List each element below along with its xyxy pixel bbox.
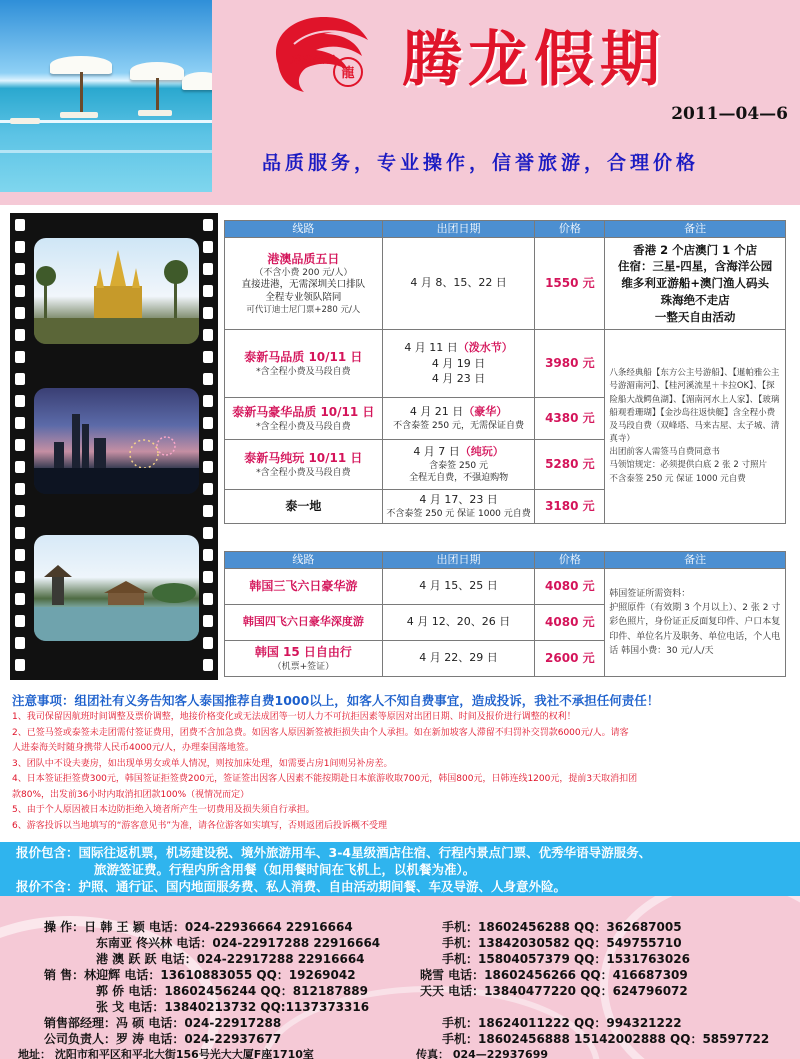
temple-photo — [34, 238, 199, 344]
film-sprocket — [203, 461, 213, 473]
departure-dates: 4 月 8、15、22 日 — [382, 238, 535, 330]
contact-right: 天天 电话：13840477220 QQ：624796072 — [420, 984, 688, 998]
price: 3180 元 — [535, 490, 605, 524]
logo-badge-text: 腾龍假期 — [290, 55, 334, 66]
header-date: 出团日期 — [382, 552, 535, 569]
contact-right: 手机：18602456888 15142002888 QQ：58597722 — [442, 1032, 770, 1046]
film-strip — [10, 213, 218, 680]
notice-item: 3、团队中不设夫妻房，如出现单男女或单人情况，则按加床处理，如需要占房1间则另补房差。 — [12, 758, 393, 769]
departure-dates: 4 月 15、25 日 — [382, 569, 535, 605]
route-name: 韩国三飞六日豪华游 — [225, 569, 383, 605]
contact-right: 手机：15804057379 QQ：1531763026 — [442, 952, 690, 966]
film-sprocket — [15, 571, 25, 583]
contact-left: 销 售：林迎辉 电话：13610883055 QQ：19269042 — [44, 968, 356, 982]
contacts-section — [0, 896, 800, 1059]
film-sprocket — [15, 527, 25, 539]
remark-line: 香港 2 个店澳门 1 个店 — [633, 242, 758, 257]
route-name: 韩国四飞六日豪华深度游 — [225, 605, 383, 641]
film-sprocket — [15, 263, 25, 275]
remark-line: 维多利亚游船+澳门渔人码头 — [621, 276, 769, 291]
route-note: 可代订迪士尼门票+280 元/人 — [246, 304, 361, 315]
film-sprocket — [203, 659, 213, 671]
notice-item: 5、由于个人原因被日本边防拒绝入境者所产生一切费用及损失须自行承担。 — [12, 805, 315, 815]
route-name: 泰新马品质 10/11 日 — [244, 350, 363, 365]
film-sprocket — [15, 307, 25, 319]
departure-dates: 4 月 17、23 日 — [419, 493, 498, 506]
film-sprocket — [15, 373, 25, 385]
film-sprocket — [203, 527, 213, 539]
table-row — [225, 238, 786, 330]
film-sprocket — [203, 285, 213, 297]
remark-sea — [605, 330, 786, 524]
price: 4380 元 — [535, 398, 605, 440]
route-note: 全程专业领队陪同 — [265, 291, 342, 303]
film-sprocket — [15, 439, 25, 451]
remark-korea — [605, 569, 786, 677]
contact-left: 东南亚 佟兴林 电话：024-22917288 22916664 — [96, 936, 381, 950]
notices-title: 注意事项：组团社有义务告知客人泰国推荐自费1000以上，如客人不知自费事宜，造成投诉，我社不承担任何责任！ — [12, 693, 660, 708]
includes-line: 报价包含：国际往返机票，机场建设税、境外旅游用车、3-4星级酒店住宿、行程内景点门票、优秀华语导游服务、 — [16, 845, 652, 860]
remark-line: 不含泰签 250 元 保证 1000 元自费 — [609, 473, 746, 484]
fax: 传真： 024—22937699 — [416, 1048, 549, 1059]
film-sprocket — [203, 637, 213, 649]
price: 5280 元 — [535, 440, 605, 490]
header-route: 线路 — [225, 221, 383, 238]
header-remark: 备注 — [605, 221, 786, 238]
departure-date: 4 月 7 日 — [413, 444, 460, 458]
remark-line: 八条经典船【东方公主号游船】、【暹帕雅公主号游湄南河】、【桂河溪流星＋卡拉OK】、【探险船大战鳄鱼湖】、【湄南河水上人家】、【玻璃船观看珊瑚】【金沙岛往返快艇】含全程小费及马段自费（双峰塔、马来古屋、太子城、清真寺） — [609, 368, 780, 445]
film-sprocket — [15, 659, 25, 671]
remark-line: 韩国签证所需资料： — [609, 588, 691, 599]
film-sprocket — [203, 615, 213, 627]
beach-photo — [0, 0, 212, 192]
contact-right: 手机：18624011222 QQ：994321222 — [442, 1016, 682, 1030]
route-note: *含全程小费及马段自费 — [256, 366, 351, 377]
departure-date: 4 月 23 日 — [431, 372, 486, 386]
includes-line: 旅游签证费。行程内所含用餐（如用餐时间在飞机上，以机餐为准）。 — [94, 862, 476, 877]
remark-line: 出团前客人需签马自费同意书 — [609, 447, 720, 458]
route-note: （机票+签证） — [272, 661, 335, 672]
notices-section — [12, 692, 792, 834]
contact-left: 郭 侨 电话：18602456244 QQ：812187889 — [96, 984, 368, 998]
film-sprocket — [203, 571, 213, 583]
southeast-asia-price-table — [224, 220, 786, 524]
remark-line: 住宿：三星-四星，含海洋公园 — [618, 259, 773, 274]
route-note: *含全程小费及马段自费 — [256, 421, 351, 432]
price: 1550 元 — [535, 238, 605, 330]
notice-item: 6、游客投诉以当地填写的“游客意见书”为准，请各位游客如实填写，否则返团后投诉概不受理 — [12, 820, 388, 831]
table-header — [225, 552, 786, 569]
contact-right: 手机：13842030582 QQ：549755710 — [442, 936, 682, 950]
contact-right: 晓雪 电话：18602456266 QQ：416687309 — [420, 968, 688, 982]
lake-resort-photo — [34, 535, 199, 641]
date-note: 全程无自费，不强迫购物 — [409, 472, 509, 483]
price-includes-banner — [0, 842, 800, 896]
route-name: 泰新马纯玩 10/11 日 — [244, 451, 363, 466]
excludes-line: 报价不含：护照、通行证、国内地面服务费、私人消费、自由活动期间餐、车及导游、人身意外险。 — [16, 879, 567, 894]
table-row — [225, 569, 786, 605]
route-name: 港澳品质五日 — [267, 251, 340, 266]
header-banner — [0, 0, 800, 205]
film-sprocket — [15, 241, 25, 253]
remark-hk — [605, 238, 786, 330]
film-sprocket — [203, 593, 213, 605]
header-remark: 备注 — [605, 552, 786, 569]
film-sprocket — [203, 351, 213, 363]
address: 地址： 沈阳市和平区和平北大街156号光大大厦F座1710室 — [18, 1048, 314, 1059]
issue-date: 2011—04—6 — [671, 104, 788, 124]
contact-left: 张 戈 电话：13840213732 QQ:1137373316 — [96, 1000, 370, 1014]
departure-date: 4 月 21 日 — [409, 405, 464, 418]
route-note: 直接进港，无需深圳关口排队 — [241, 279, 366, 291]
film-sprocket — [203, 395, 213, 407]
film-sprocket — [15, 417, 25, 429]
film-sprocket — [203, 417, 213, 429]
route-name: 泰一地 — [225, 490, 383, 524]
svg-text:龍: 龍 — [341, 66, 355, 81]
route-name: 泰新马豪华品质 10/11 日 — [232, 405, 375, 420]
header-date: 出团日期 — [382, 221, 535, 238]
film-sprocket — [203, 439, 213, 451]
brand-title: 腾龙假期 — [402, 25, 666, 95]
route-note: *含全程小费及马段自费 — [256, 467, 351, 478]
film-sprocket — [15, 483, 25, 495]
departure-dates: 4 月 12、20、26 日 — [382, 605, 535, 641]
film-sprocket — [203, 241, 213, 253]
contact-left: 操 作：日 韩 王 颖 电话：024-22936664 22916664 — [44, 920, 353, 934]
film-sprocket — [15, 549, 25, 561]
film-sprocket — [203, 219, 213, 231]
price: 2600 元 — [535, 641, 605, 677]
film-sprocket — [203, 263, 213, 275]
night-city-photo — [34, 388, 199, 494]
film-sprocket — [203, 549, 213, 561]
table-header — [225, 221, 786, 238]
route-tag: （豪华） — [463, 405, 508, 418]
date-note: 含泰签 250 元 — [429, 460, 489, 471]
film-sprocket — [15, 615, 25, 627]
film-sprocket — [203, 307, 213, 319]
route-tag: （泼水节） — [457, 340, 513, 354]
film-sprocket — [15, 351, 25, 363]
film-sprocket — [15, 461, 25, 473]
price: 4080 元 — [535, 569, 605, 605]
film-sprocket — [15, 285, 25, 297]
notice-item: 款80%，出发前36小时内取消扣团款100%（视情况而定） — [12, 789, 250, 800]
departure-dates: 4 月 22、29 日 — [382, 641, 535, 677]
contact-right: 手机：18602456288 QQ：362687005 — [442, 920, 682, 934]
film-sprocket — [203, 373, 213, 385]
departure-date: 4 月 11 日 — [404, 340, 458, 354]
remark-line: 一整天自由活动 — [654, 309, 736, 324]
film-sprocket — [15, 593, 25, 605]
film-sprocket — [15, 637, 25, 649]
film-sprocket — [203, 505, 213, 517]
price: 4080 元 — [535, 605, 605, 641]
route-tag: （纯玩） — [459, 444, 504, 458]
contact-left: 港 澳 跃 跃 电话：024-22917288 22916664 — [96, 952, 365, 966]
notice-item: 人进泰海关时随身携带人民币4000元/人，办理泰国落地签。 — [12, 743, 254, 753]
departure-date: 4 月 19 日 — [431, 356, 486, 370]
film-sprocket — [203, 329, 213, 341]
film-sprocket — [203, 483, 213, 495]
film-sprocket — [15, 395, 25, 407]
price: 3980 元 — [535, 330, 605, 398]
slogan: 品质服务，专业操作，信誉旅游，合理价格 — [262, 152, 700, 174]
remark-line: 护照原件（有效期 3 个月以上）、2 张 2 寸彩色照片，身份证正反面复印件、户口本复印件、单位名片及职务、单位电话，个人电话 韩国小费：30 元/人/天 — [609, 602, 781, 657]
header-price: 价格 — [535, 221, 605, 238]
contact-left: 公司负责人：罗 涛 电话：024-22937677 — [44, 1032, 282, 1046]
route-name: 韩国 15 日自由行 — [254, 645, 352, 660]
notice-item: 1、我司保留因航班时间调整及票价调整，地接价格变化或无法成团等一切人力不可抗拒因素等原因对出团日期、时间及报价进行调整的权利！ — [12, 712, 576, 722]
remark-line: 马领馆规定：必须提供白底 2 张 2 寸照片 — [609, 460, 767, 471]
notice-item: 4、日本签证拒签费300元，韩国签证拒签费200元，签证签出因客人因素不能按期赴日本旅游收取700元，韩国800元，日韩连线1200元，提前3天取消扣团 — [12, 774, 638, 784]
date-note: 不含泰签 250 元，无需保证自费 — [393, 420, 525, 431]
route-note: （不含小费 200 元/人） — [254, 267, 353, 278]
remark-line: 珠海绝不走店 — [660, 292, 730, 307]
contact-left: 销售部经理：冯 硕 电话：024-22917288 — [44, 1016, 282, 1030]
notice-item: 2、已签马签或泰签未走团需付签证费用，团费不含加急费。如因客人原因新签被拒损失由个人承担。如在新加坡客人滞留不归罚补交罚款6000元/人。请客 — [12, 727, 629, 738]
film-sprocket — [15, 329, 25, 341]
header-route: 线路 — [225, 552, 383, 569]
film-sprocket — [15, 219, 25, 231]
korea-price-table — [224, 551, 786, 677]
date-note: 不含泰签 250 元 保证 1000 元自费 — [386, 508, 531, 519]
table-row — [225, 330, 786, 398]
header-price: 价格 — [535, 552, 605, 569]
film-sprocket — [15, 505, 25, 517]
